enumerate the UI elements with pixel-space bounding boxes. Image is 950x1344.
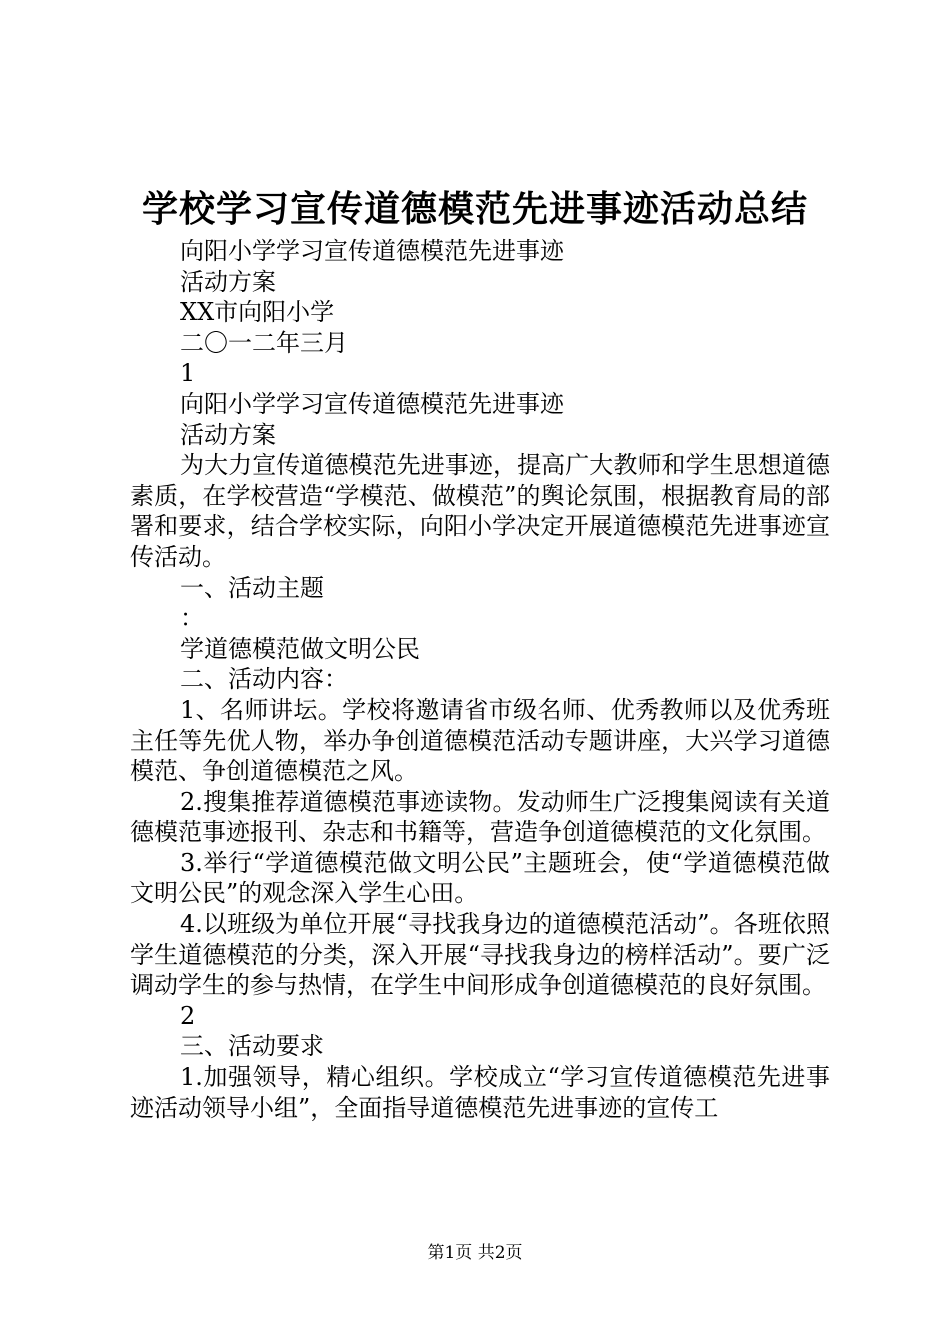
- subtitle-line: 活动方案: [180, 267, 276, 296]
- page-marker: 1: [180, 359, 196, 388]
- requirement-item: 1.加强领导，精心组织。学校成立“学习宣传道德模范先进事迹活动领导小组”，全面指导道德模范先进事迹的宣传工: [130, 1063, 830, 1122]
- heading-line: 活动方案: [180, 420, 276, 449]
- section-heading: 三、活动要求: [180, 1032, 324, 1061]
- subtitle-line: 向阳小学学习宣传道德模范先进事迹: [180, 237, 564, 265]
- content-item: 4.以班级为单位开展“寻找我身边的道德模范活动”。各班依照学生道德模范的分类，深入开展“寻找我身边的榜样活动”。要广泛调动学生的参与热情，在学生中间形成争创道德模范的良好氛围。: [130, 910, 830, 1000]
- section-heading: 一、活动主题: [180, 573, 324, 602]
- theme-line: 学道德模范做文明公民: [180, 634, 420, 663]
- section-heading: 二、活动内容：: [180, 665, 348, 694]
- heading-line: 向阳小学学习宣传道德模范先进事迹: [180, 389, 564, 418]
- school-name: XX市向阳小学: [180, 298, 335, 327]
- content-item: 3.举行“学道德模范做文明公民”主题班会，使“学道德模范做文明公民”的观念深入学生心田。: [130, 848, 830, 908]
- content-item: 2.搜集推荐道德模范事迹读物。发动师生广泛搜集阅读有关道德模范事迹报刊、杂志和书籍等，营造争创道德模范的文化氛围。: [130, 787, 830, 847]
- page-footer: 第1页 共2页: [427, 1243, 523, 1263]
- colon-line: ：: [180, 604, 204, 633]
- intro-paragraph: 为大力宣传道德模范先进事迹，提高广大教师和学生思想道德素质，在学校营造“学模范、做模范”的舆论氛围，根据教育局的部署和要求，结合学校实际，向阳小学决定开展道德模范先进事迹宣传活动。: [130, 451, 830, 571]
- document-title: 学校学习宣传道德模范先进事迹活动总结: [141, 188, 808, 230]
- page-marker: 2: [180, 1001, 196, 1030]
- date-line: 二〇一二年三月: [180, 328, 348, 357]
- content-item: 1、名师讲坛。学校将邀请省市级名师、优秀教师以及优秀班主任等先优人物，举办争创道德模范活动专题讲座，大兴学习道德模范、争创道德模范之风。: [130, 695, 830, 786]
- document-body: [130, 236, 830, 1123]
